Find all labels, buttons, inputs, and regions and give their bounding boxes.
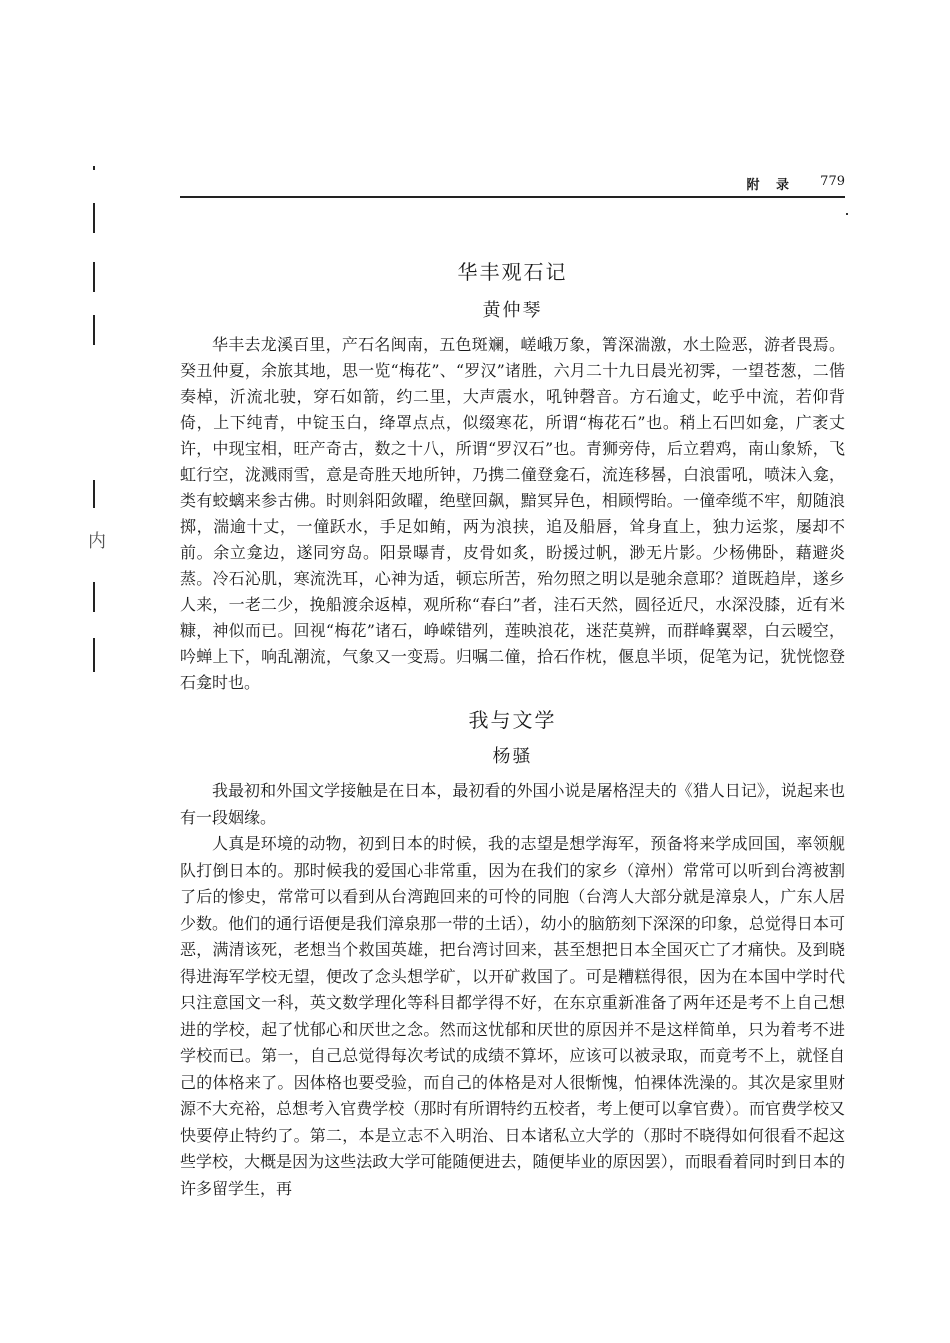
margin-mark <box>93 582 95 612</box>
article-body <box>180 778 845 1202</box>
page-number: 779 <box>820 174 845 189</box>
margin-mark <box>93 166 95 170</box>
margin-mark <box>93 203 95 233</box>
paragraph: 人真是环境的动物，初到日本的时候，我的志望是想学海军，预备将来学成回国，率领舰队打倒日本的。那时候我的爱国心非常重，因为在我们的家乡（漳州）常常可以听到台湾被割了后的惨史，常常可以看到从台湾跑回来的可怜的同胞（台湾人大部分就是漳泉人，广东人居少数。他们的通行语便是我们漳泉那一带的土话），幼小的脑筋刻下深深的印象，总觉得日本可恶，满清该死，老想当个救国英雄，把台湾讨回来，甚至想把日本全国灭亡了才痛快。及到晓得进海军学校无望，便改了念头想学矿，以开矿救国了。可是糟糕得很，因为在本国中学时代只注意国文一科，英文数学理化等科目都学得不好，在东京重新准备了两年还是考不上自己想进的学校，起了忧郁心和厌世之念。然而这忧郁和厌世的原因并不是这样简单，只为着考不进学校而已。第一，自己总觉得每次考试的成绩不算坏，应该可以被录取，而竟考不上，就怪自己的体格来了。因体格也要受验，而自己的体格是对人很惭愧，怕裸体洗澡的。其次是家里财源不大充裕，总想考入官费学校（那时有所谓特约五校者，考上便可以拿官费）。而官费学校又快要停止特约了。第二，本是立志不入明治、日本诸私立大学的（那时不晓得如何很看不起这些学校，大概是因为这些法政大学可能随便进去，随便毕业的原因罢），而眼看着同时到日本的许多留学生，再 <box>180 834 845 1198</box>
article-title: 华丰观石记 <box>457 260 568 284</box>
article-body <box>180 332 845 696</box>
speck <box>846 213 848 215</box>
section-label: 附 录 <box>746 178 795 193</box>
paragraph: 我最初和外国文学接触是在日本，最初看的外国小说是屠格涅夫的《猎人日记》，说起来也有一段姻缘。 <box>180 781 845 827</box>
header-rule <box>180 196 845 198</box>
margin-mark <box>93 638 95 672</box>
article-title: 我与文学 <box>468 708 557 732</box>
margin-note: 内 <box>88 531 106 552</box>
margin-mark <box>93 480 95 508</box>
article-author: 杨骚 <box>492 746 533 767</box>
running-header <box>180 172 845 196</box>
article-author: 黄仲琴 <box>482 300 543 321</box>
margin-mark <box>93 262 95 292</box>
paragraph: 华丰去龙溪百里，产石名闽南，五色斑斓，嵯峨万象，箐深湍激，水土险恶，游者畏焉。癸丑仲夏，余旅其地，思一览“梅花”、“罗汉”诸胜，六月二十九日晨光初霁，一望苍葱，二偕奏棹，沂流北驶，穿石如箭，约二里，大声震水，吼钟磬音。方石逾丈，屹乎中流，若仰背倚，上下纯青，中锭玉白，绛罩点点，似缀寒花，所谓“梅花石”也。稍上石凹如龛，广袤丈许，中现宝相，旺产奇古，数之十八，所谓“罗汉石”也。青狮旁侍，后立碧鸡，南山象矫，飞虹行空，泷溅雨雪，意是奇胜天地所钟，乃携二僮登龛石，流连移晷，白浪雷吼，喷沫入龛，类有蛟螭来参古佛。时则斜阳敛曜，绝壁回飙，黯冥异色，相顾愕眙。一僮牵缆不牢，舠随浪掷，湍逾十丈，一僮跃水，手足如鲔，两为浪挟，追及船唇，耸身直上，独力运浆，屡却不前。余立龛边，遂同穷岛。阳景曝青，皮骨如炙，盼援过帆，渺无片影。少杨佛卧，藉避炎蒸。冷石沁肌，寒流洗耳，心神为适，顿忘所苦，殆勿照之明以是驰余意耶？道既趋岸，遂乡人来，一老二少，挽船渡余返棹，观所称“春臼”者，洼石天然，圆径近尺，水深没膝，近有米糠，神似而已。回视“梅花”诸石，峥嵘错列，莲映浪花，迷茫莫辨，而群峰翼翠，白云暧空，吟蝉上下，响乱潮流，气象又一变焉。归嘱二僮，拾石作枕，偃息半顷，促笔为记，犹恍惚登石龛时也。 <box>180 335 845 692</box>
margin-mark <box>93 315 95 345</box>
